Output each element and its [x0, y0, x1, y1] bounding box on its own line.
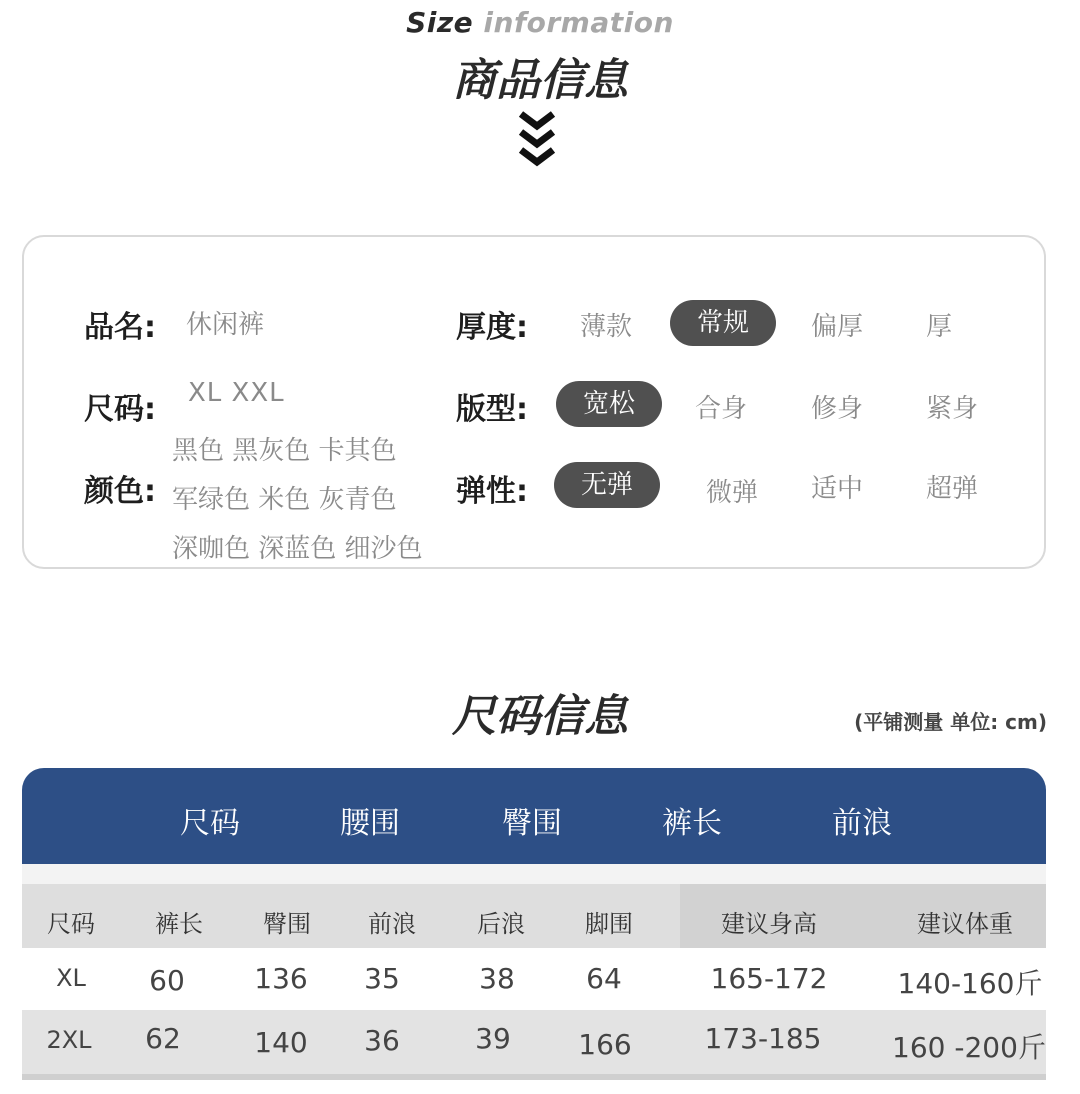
cell-hip: 136	[254, 962, 308, 995]
cell-size: XL	[56, 964, 86, 992]
size-label: 尺码:	[84, 392, 156, 427]
stretch-option-medium: 适中	[810, 474, 863, 504]
cell-back-rise: 38	[479, 962, 515, 995]
column-header-suggested-weight: 建议体重	[917, 910, 1013, 938]
cell-suggested-height: 173-185	[704, 1022, 822, 1055]
triple-chevron-down-icon	[517, 110, 557, 170]
color-line-3: 深咖色 深蓝色 细沙色	[172, 534, 423, 564]
table-bottom-edge	[22, 1074, 1046, 1080]
cell-hip: 140	[254, 1026, 308, 1059]
cell-size: 2XL	[46, 1026, 92, 1054]
column-header-leg-opening: 脚围	[585, 910, 633, 938]
size-info-title: 尺码信息	[452, 691, 628, 742]
column-header-front-rise: 前浪	[368, 910, 416, 938]
page-title: 商品信息	[452, 55, 628, 106]
name-label: 品名:	[84, 310, 156, 345]
thickness-option-thin: 薄款	[579, 312, 632, 342]
measurement-note: (平铺测量 单位: cm)	[854, 710, 1047, 734]
color-label: 颜色:	[84, 474, 156, 509]
table-spacer	[22, 864, 1046, 884]
column-header-suggested-height: 建议身高	[721, 910, 817, 938]
stretch-option-none-selected: 无弹	[554, 462, 660, 508]
column-header-size: 尺码	[47, 910, 95, 938]
fit-label: 版型:	[456, 392, 528, 427]
cell-front-rise: 36	[364, 1024, 400, 1057]
stretch-option-super: 超弹	[925, 474, 978, 504]
column-header-hip: 臀围	[263, 910, 311, 938]
banner-header-hip: 臀围	[502, 806, 562, 841]
size-word: Size	[406, 6, 474, 39]
information-word: information	[483, 6, 674, 39]
color-line-1: 黑色 黑灰色 卡其色	[172, 436, 397, 466]
banner-header-waist: 腰围	[340, 806, 400, 841]
cell-suggested-height: 165-172	[710, 962, 828, 995]
cell-length: 60	[149, 964, 185, 997]
stretch-option-slight: 微弹	[705, 478, 758, 508]
size-information-heading	[0, 6, 1080, 39]
cell-front-rise: 35	[364, 962, 400, 995]
fit-option-loose-selected: 宽松	[556, 381, 662, 427]
column-header-length: 裤长	[155, 910, 203, 938]
thickness-option-thicker: 偏厚	[810, 312, 863, 342]
product-info-card	[22, 235, 1046, 569]
thickness-option-regular-selected: 常规	[670, 300, 776, 346]
stretch-label: 弹性:	[456, 474, 528, 509]
column-header-back-rise: 后浪	[477, 910, 525, 938]
cell-leg-opening: 64	[586, 962, 622, 995]
thickness-label: 厚度:	[456, 310, 528, 345]
banner-header-front-rise: 前浪	[832, 806, 892, 841]
cell-suggested-weight: 160 -200斤	[892, 1031, 1046, 1064]
size-value: XL XXL	[188, 378, 285, 408]
thickness-option-thick: 厚	[925, 312, 952, 342]
color-line-2: 军绿色 米色 灰青色	[172, 485, 397, 515]
fit-option-tight: 紧身	[925, 394, 978, 424]
fit-option-slim: 修身	[810, 394, 863, 424]
banner-header-length: 裤长	[662, 806, 722, 841]
cell-back-rise: 39	[475, 1022, 511, 1055]
cell-leg-opening: 166	[578, 1028, 632, 1061]
cell-length: 62	[145, 1022, 181, 1055]
name-value: 休闲裤	[186, 310, 265, 340]
fit-option-regular: 合身	[694, 394, 747, 424]
banner-header-size: 尺码	[180, 806, 240, 841]
cell-suggested-weight: 140-160斤	[897, 967, 1043, 1000]
